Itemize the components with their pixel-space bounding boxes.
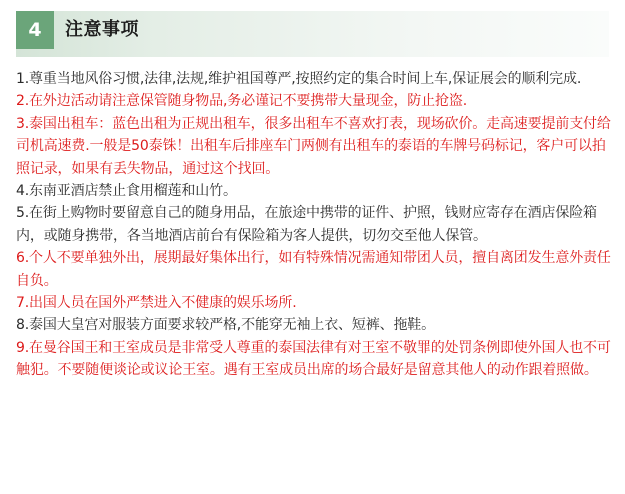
section-number-badge: 4 — [16, 11, 54, 49]
notice-item-4: 4.东南亚酒店禁止食用榴莲和山竹。 — [16, 183, 237, 200]
notice-item-8: 8.泰国大皇宫对服装方面要求较严格,不能穿无袖上衣、短裤、拖鞋。 — [16, 317, 436, 334]
notice-item-2: 2.在外边活动请注意保管随身物品,务必谨记不要携带大量现金，防止抢盗. — [16, 93, 468, 110]
notice-item-3: 3.泰国出租车：蓝色出租为正规出租车，很多出租车不喜欢打表，现场砍价。走高速要提前支付给司机高速费.一般是50泰铢！出租车后排座车门两侧有出租车的泰语的车牌号码标记，客户可以拍照记录，如果有丢失物品，通过这个找回。 — [16, 115, 611, 177]
notice-item-7: 7.出国人员在国外严禁进入不健康的娱乐场所. — [16, 295, 297, 312]
notice-item-5: 5.在街上购物时要留意自己的随身用品，在旅途中携带的证件、护照，钱财应寄存在酒店保险箱内，或随身携带，各当地酒店前台有保险箱为客人提供，切勿交至他人保管。 — [16, 205, 597, 244]
notice-item-9: 9.在曼谷国王和王室成员是非常受人尊重的泰国法律有对王室不敬罪的处罚条例即使外国人也不可触犯。不要随便谈论或议论王室。遇有王室成员出席的场合最好是留意其他人的动作跟着照做。 — [16, 339, 611, 379]
notice-item-6: 6.个人不要单独外出，展期最好集体出行，如有特殊情况需通知带团人员，擅自离团发生意外责任自负。 — [16, 250, 611, 289]
notice-item-1: 1.尊重当地风俗习惯,法律,法规,维护祖国尊严,按照约定的集合时间上车,保证展会的顺利完成. — [16, 71, 582, 87]
notice-list — [16, 68, 612, 382]
section-title: 注意事项 — [65, 19, 139, 40]
section-header — [16, 11, 609, 57]
